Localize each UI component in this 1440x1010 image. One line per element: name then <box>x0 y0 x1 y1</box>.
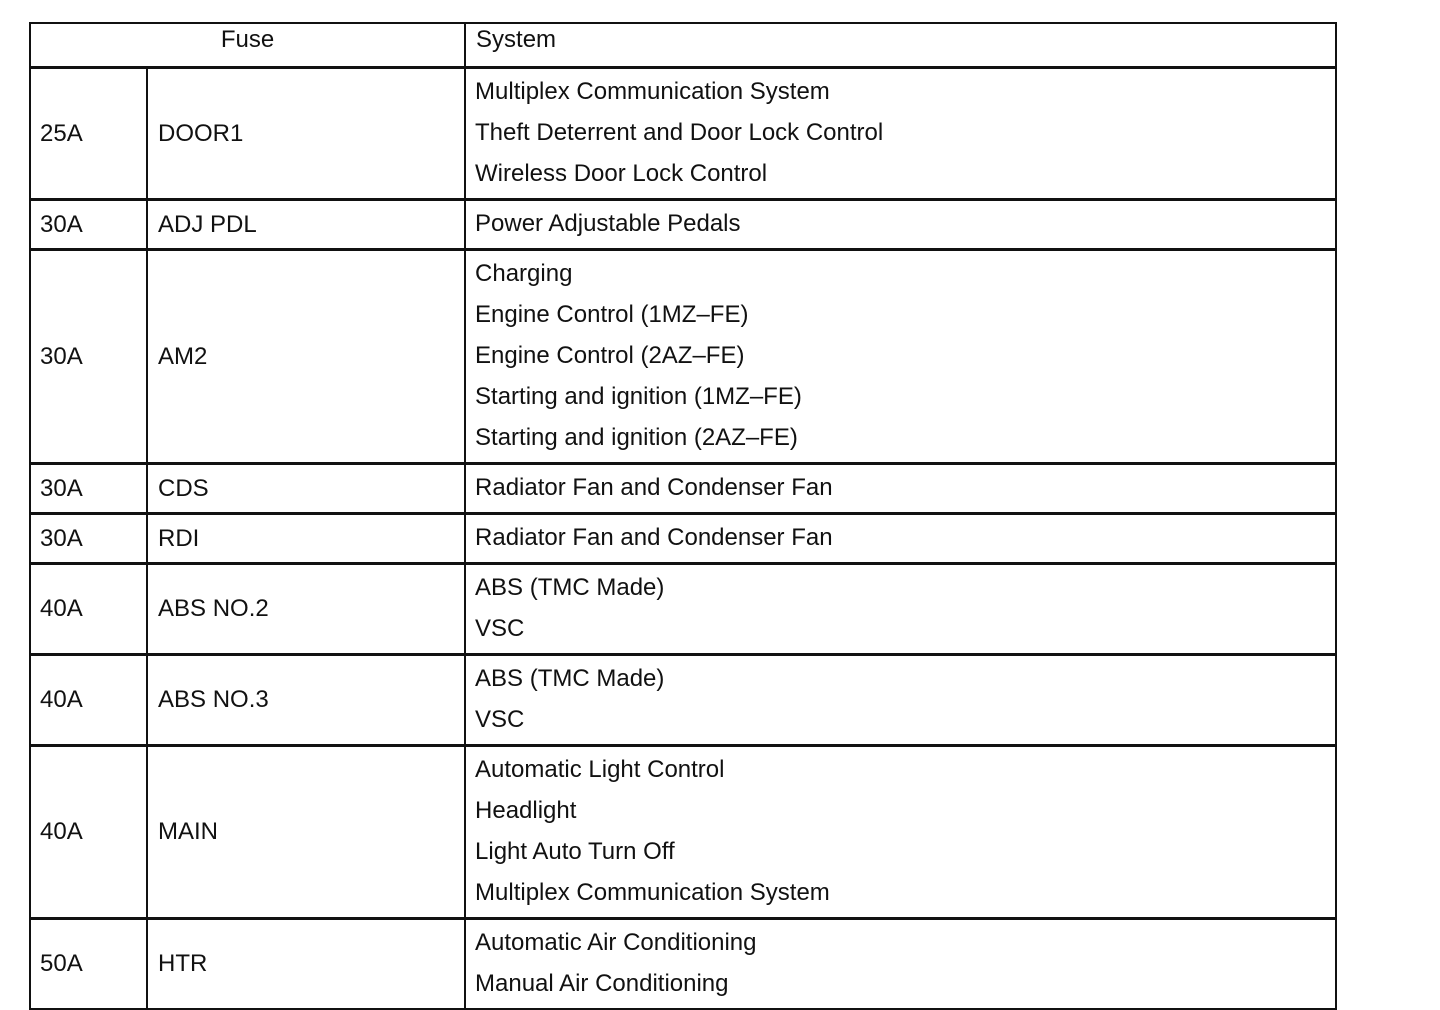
system-entry: VSC <box>475 706 525 733</box>
system-entry: Light Auto Turn Off <box>475 838 675 865</box>
fuse-name-cell: HTR <box>147 919 465 1010</box>
fuse-name-cell: RDI <box>147 514 465 564</box>
fuse-amperage-cell: 50A <box>30 919 147 1010</box>
table-row <box>30 200 1336 250</box>
fuse-name-cell: MAIN <box>147 746 465 919</box>
system-entry: Multiplex Communication System <box>475 879 830 906</box>
system-entry: Radiator Fan and Condenser Fan <box>475 524 833 551</box>
system-entry: Multiplex Communication System <box>475 78 830 105</box>
table-header <box>30 23 1336 68</box>
fuse-amperage-cell: 30A <box>30 200 147 250</box>
system-entry: Power Adjustable Pedals <box>475 210 741 237</box>
fuse-amperage-cell: 30A <box>30 464 147 514</box>
fuse-name-cell: AM2 <box>147 250 465 464</box>
fuse-name-cell: ADJ PDL <box>147 200 465 250</box>
system-cell <box>465 746 1336 919</box>
table-row <box>30 514 1336 564</box>
system-entry: Automatic Air Conditioning <box>475 929 757 956</box>
fuse-name-cell: ABS NO.3 <box>147 655 465 746</box>
table-row <box>30 919 1336 1010</box>
fuse-amperage-cell: 25A <box>30 68 147 200</box>
system-entry: ABS (TMC Made) <box>475 574 665 601</box>
table-row <box>30 68 1336 200</box>
system-entry: Manual Air Conditioning <box>475 970 729 997</box>
system-cell <box>465 919 1336 1010</box>
system-entry: Wireless Door Lock Control <box>475 160 768 187</box>
system-cell <box>465 68 1336 200</box>
system-entry: Starting and ignition (1MZ–FE) <box>475 383 802 410</box>
system-entry: Automatic Light Control <box>475 756 725 783</box>
fuse-name-cell: ABS NO.2 <box>147 564 465 655</box>
system-column-header: System <box>465 23 1336 68</box>
system-entry: Theft Deterrent and Door Lock Control <box>475 119 884 146</box>
system-entry: Headlight <box>475 797 577 824</box>
table-row <box>30 655 1336 746</box>
table-row <box>30 746 1336 919</box>
system-entry: ABS (TMC Made) <box>475 665 665 692</box>
system-entry: VSC <box>475 615 525 642</box>
system-cell <box>465 250 1336 464</box>
fuse-amperage-cell: 30A <box>30 250 147 464</box>
system-entry: Engine Control (1MZ–FE) <box>475 301 749 328</box>
system-cell <box>465 514 1336 564</box>
fuse-amperage-cell: 30A <box>30 514 147 564</box>
system-entry: Starting and ignition (2AZ–FE) <box>475 424 798 451</box>
system-entry: Engine Control (2AZ–FE) <box>475 342 745 369</box>
system-cell <box>465 464 1336 514</box>
fuse-column-header: Fuse <box>30 23 465 68</box>
fuse-name-cell: DOOR1 <box>147 68 465 200</box>
table-row <box>30 250 1336 464</box>
table-body <box>30 68 1336 1010</box>
system-entry: Charging <box>475 260 573 287</box>
fuse-amperage-cell: 40A <box>30 655 147 746</box>
system-cell <box>465 200 1336 250</box>
fuse-table <box>29 22 1337 1010</box>
system-cell <box>465 655 1336 746</box>
table-row <box>30 564 1336 655</box>
fuse-name-cell: CDS <box>147 464 465 514</box>
fuse-amperage-cell: 40A <box>30 564 147 655</box>
fuse-amperage-cell: 40A <box>30 746 147 919</box>
table-row <box>30 464 1336 514</box>
system-cell <box>465 564 1336 655</box>
header-row <box>30 23 1336 68</box>
system-entry: Radiator Fan and Condenser Fan <box>475 474 833 501</box>
